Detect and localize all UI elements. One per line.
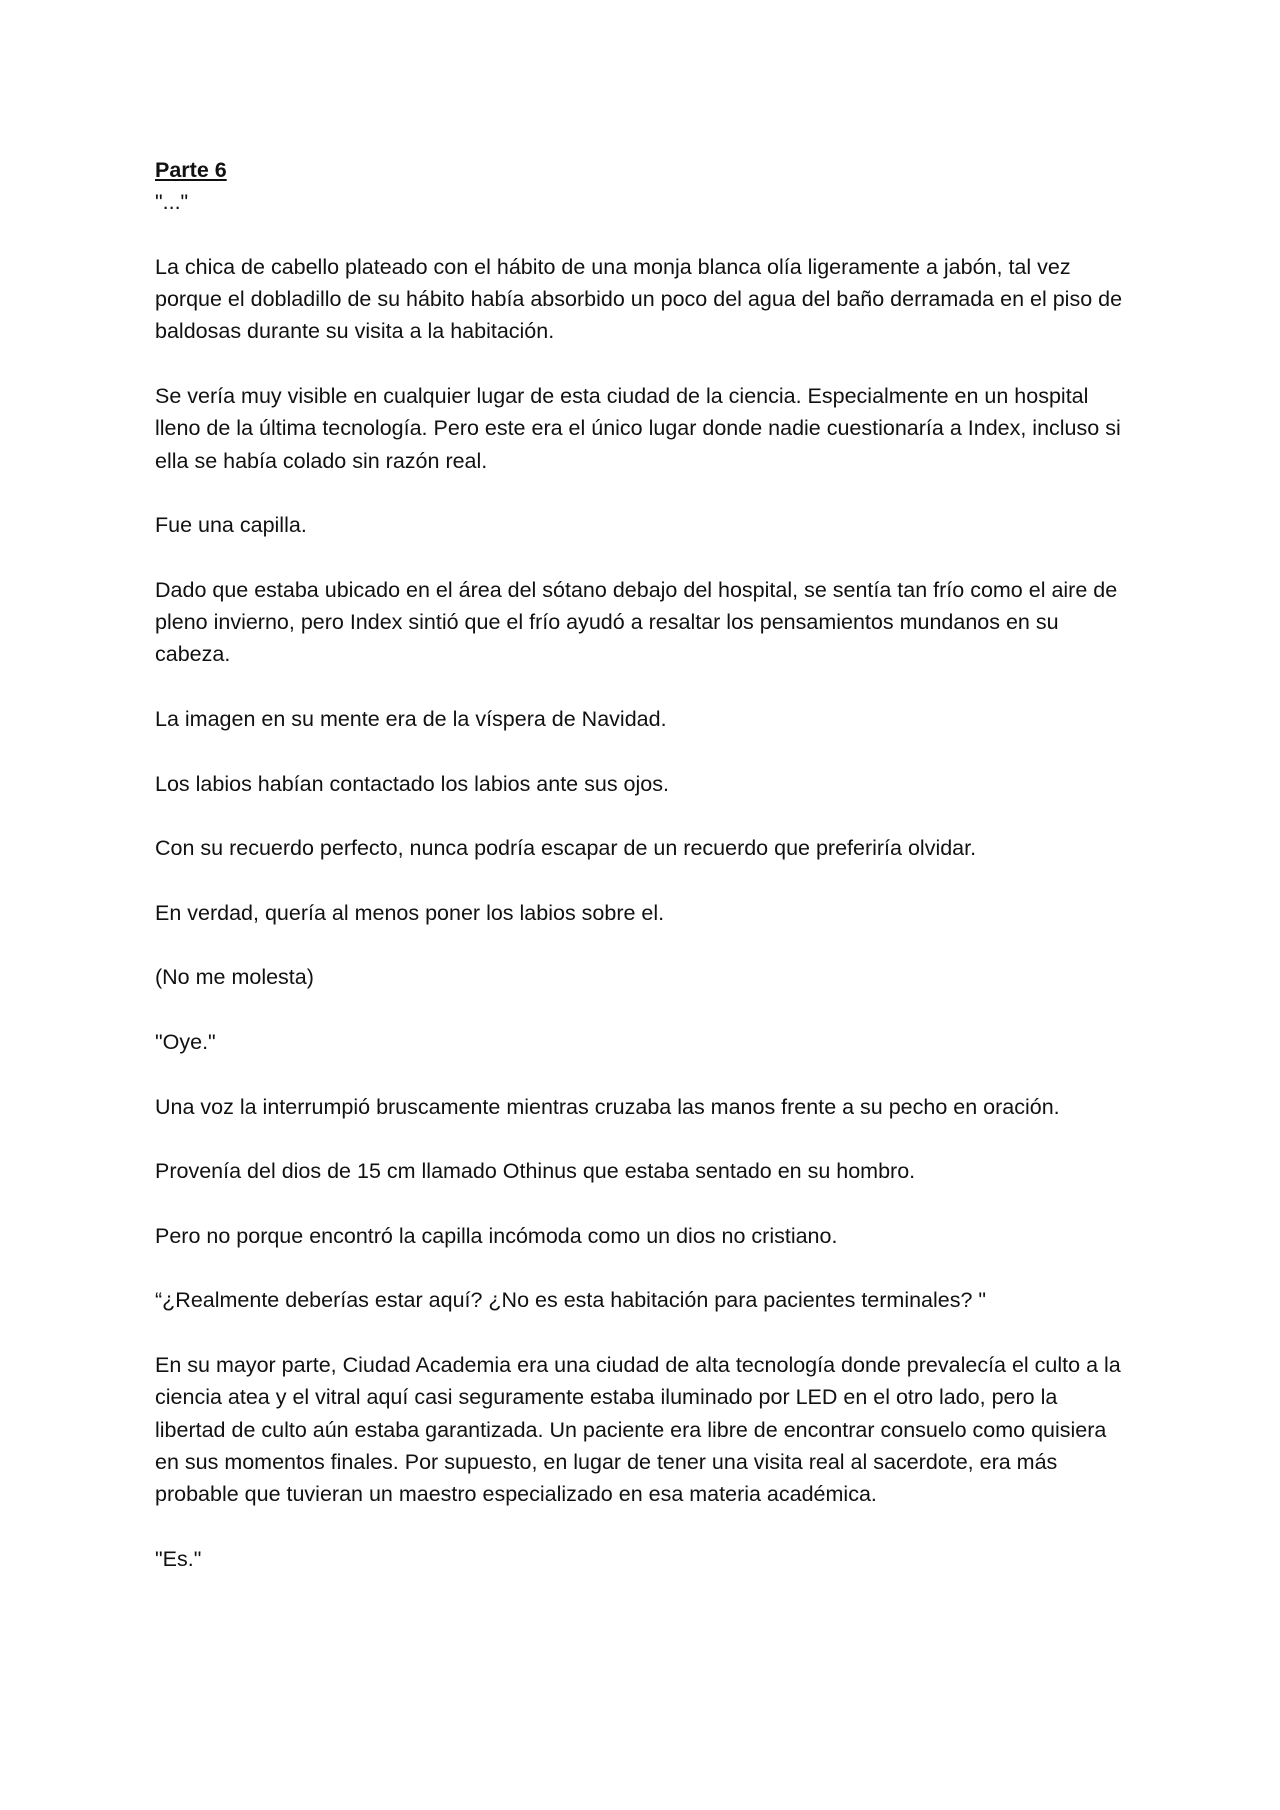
paragraph: Se vería muy visible en cualquier lugar de esta ciudad de la ciencia. Especialmente en un hospital lleno de la última tecnología. Pero este era el único lugar donde nadie cuestionaría a Index, incluso si ella se había colado sin razón real. xyxy=(155,384,1121,473)
paragraph: En su mayor parte, Ciudad Academia era una ciudad de alta tecnología donde prevalecía el culto a la ciencia atea y el vitral aquí casi seguramente estaba iluminado por LED en el otro lado, pero la libertad de culto aún estaba garantizada. Un paciente era libre de encontrar consuelo como quisiera en sus momentos finales. Por supuesto, en lugar de tener una visita real al sacerdote, era más probable que tuvieran un maestro especializado en esa materia académica. xyxy=(155,1352,1121,1507)
paragraph: Fue una capilla. xyxy=(155,513,307,538)
paragraph: "Es." xyxy=(155,1546,202,1571)
paragraph: Provenía del dios de 15 cm llamado Othinus que estaba sentado en su hombro. xyxy=(155,1159,916,1184)
paragraph: Pero no porque encontró la capilla incómoda como un dios no cristiano. xyxy=(155,1223,838,1248)
paragraph: Los labios habían contactado los labios ante sus ojos. xyxy=(155,771,669,796)
paragraph: Con su recuerdo perfecto, nunca podría escapar de un recuerdo que preferiría olvidar. xyxy=(155,836,977,861)
paragraph: Una voz la interrumpió bruscamente mientras cruzaba las manos frente a su pecho en oración. xyxy=(155,1094,1060,1119)
document-page xyxy=(155,154,1130,1607)
paragraph: "..." xyxy=(155,190,189,215)
paragraph: La chica de cabello plateado con el hábito de una monja blanca olía ligeramente a jabón, tal vez porque el dobladillo de su hábito había absorbido un poco del agua del baño derramada en el piso de baldosas durante su visita a la habitación. xyxy=(155,254,1123,344)
paragraph: "Oye." xyxy=(155,1030,216,1055)
paragraph: (No me molesta) xyxy=(155,965,314,990)
paragraph: Dado que estaba ubicado en el área del sótano debajo del hospital, se sentía tan frío como el aire de pleno invierno, pero Index sintió que el frío ayudó a resaltar los pensamientos mundanos en su cabeza. xyxy=(155,577,1118,667)
paragraph: “¿Realmente deberías estar aquí? ¿No es esta habitación para pacientes terminales? " xyxy=(155,1288,987,1313)
paragraph: En verdad, quería al menos poner los labios sobre el. xyxy=(155,900,665,925)
section-title: Parte 6 xyxy=(155,158,227,182)
paragraph: La imagen en su mente era de la víspera de Navidad. xyxy=(155,707,667,732)
